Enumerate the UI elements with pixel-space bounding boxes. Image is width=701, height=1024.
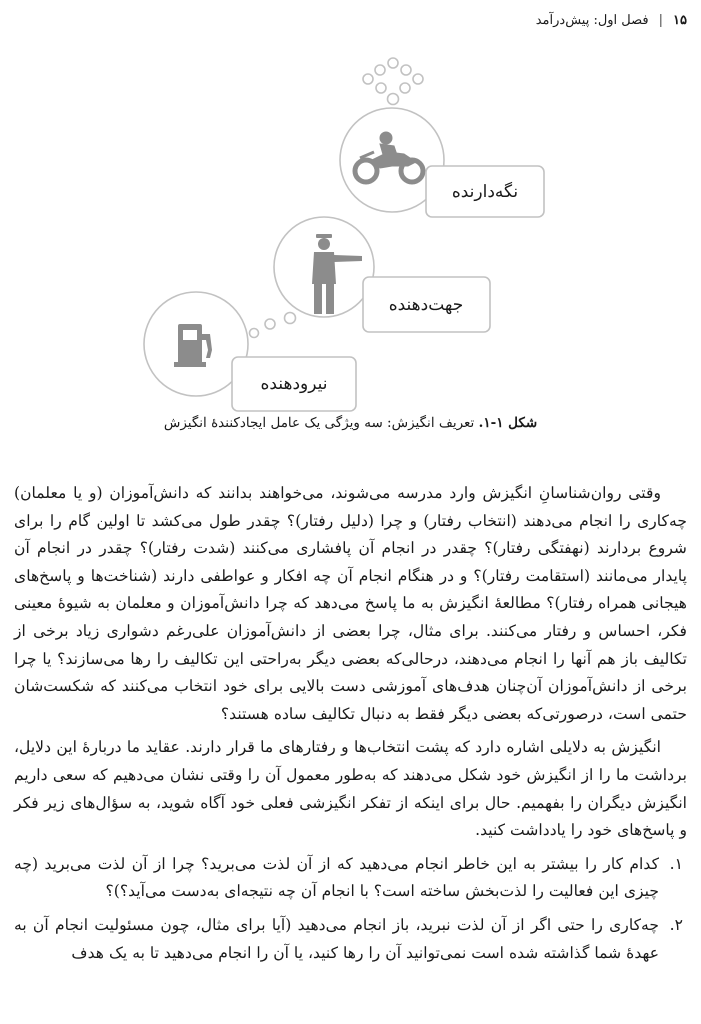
- figure-caption: [0, 415, 701, 431]
- bubble: [376, 83, 386, 93]
- header-separator: |: [658, 12, 664, 28]
- list-item: [14, 851, 687, 906]
- bubble: [363, 74, 373, 84]
- page-number: ۱۵: [673, 12, 687, 28]
- paragraph-1: وقتی روان‌شناسانِ انگیزش وارد مدرسه می‌شوند، می‌خواهند بدانند که دانش‌آموزان (و یا معلمان) چه‌کاری را انجام می‌دهند (انتخاب رفتار) و چرا (دلیل رفتار)؟ چقدر طول می‌کشد تا اولین گام را برای شروع بردارند (نهفتگی رفتار)؟ چقدر در انجام آن پافشاری می‌کنند (شدت رفتار)؟ چقدر در انجام آن پایدار می‌مانند (استقامت رفتار)؟ و در هنگام انجام آن چه افکار و عواطفی دارند (شناخت‌ها و پاسخ‌های هیجانی همراه رفتار)؟ مطالعۀ انگیزش به ما پاسخ می‌دهد که چرا دانش‌آموزان و معلمان به شیوۀ معینی فکر، احساس و رفتار می‌کنند. برای مثال، چرا بعضی از دانش‌آموزان علی‌رغم دشواری زیاد برخی از تکالیف باز هم آنها را انجام می‌دهند، درحالی‌که بعضی دیگر به‌راحتی این تکالیف را رها می‌سازند؟ یا چرا برخی از دانش‌آموزان آن‌چنان هدف‌های آموزشی دست بالایی برای خود انتخاب می‌کنند که شکست‌شان حتمی است، درصورتی‌که بعضی دیگر فقط به دنبال تکالیف ساده هستند؟: [14, 484, 687, 723]
- list-number: ۲.: [669, 915, 683, 934]
- bubble: [388, 94, 399, 105]
- caption-prefix: شکل ۱-۱.: [478, 415, 538, 431]
- list-text: کدام کار را بیشتر به این خاطر انجام می‌دهید که از آن لذت می‌برید؟ چرا از آن لذت می‌برید (چه چیزی این فعالیت را لذت‌بخش ساخته است؟ با انجام آن چه نتیجه‌ای به‌دست می‌آید؟)؟: [14, 854, 659, 901]
- label-directing: جهت‌دهنده: [388, 295, 464, 315]
- list-item: [14, 912, 687, 967]
- bubble: [388, 58, 398, 68]
- bubble: [265, 319, 275, 329]
- motivation-figure: [0, 48, 701, 420]
- caption-text: تعریف انگیزش: سه ویژگی یک عامل ایجادکنندۀ انگیزش: [163, 415, 479, 431]
- page-header: [14, 8, 687, 32]
- bubble: [250, 329, 259, 338]
- paragraph-2: انگیزش به دلایلی اشاره دارد که پشت انتخاب‌ها و رفتارهای ما قرار دارند. عقاید ما دربارۀ این دلایل، برداشت ما را از انگیزش خود شکل می‌دهند که به‌طور معمول آن را وقتی نشان می‌دهیم که سعی داریم انگیزش دیگران را بفهمیم. حال برای اینکه از تفکر انگیزشی فعلی خود آگاه شوید، به سؤال‌های زیر فکر و پاسخ‌های خود را یادداشت کنید.: [14, 738, 687, 840]
- chapter-title: فصل اول: پیش‌درآمد: [535, 12, 649, 28]
- bubble: [285, 313, 296, 324]
- bubble: [413, 74, 423, 84]
- list-number: ۱.: [669, 854, 683, 873]
- body-text: [14, 480, 687, 973]
- bubble: [400, 83, 410, 93]
- bubble: [375, 65, 385, 75]
- label-energizing: نیرودهنده: [260, 374, 328, 394]
- label-sustaining: نگه‌دارنده: [451, 182, 519, 202]
- list-text: چه‌کاری را حتی اگر از آن لذت نبرید، باز انجام می‌دهید (آیا برای مثال، چون مسئولیت انجام آن به عهدۀ شما گذاشته شده است نمی‌توانید آن را رها کنید، یا آن را انجام می‌دهید تا به یک هدف: [14, 915, 659, 962]
- question-list: [14, 851, 687, 967]
- bubble: [401, 65, 411, 75]
